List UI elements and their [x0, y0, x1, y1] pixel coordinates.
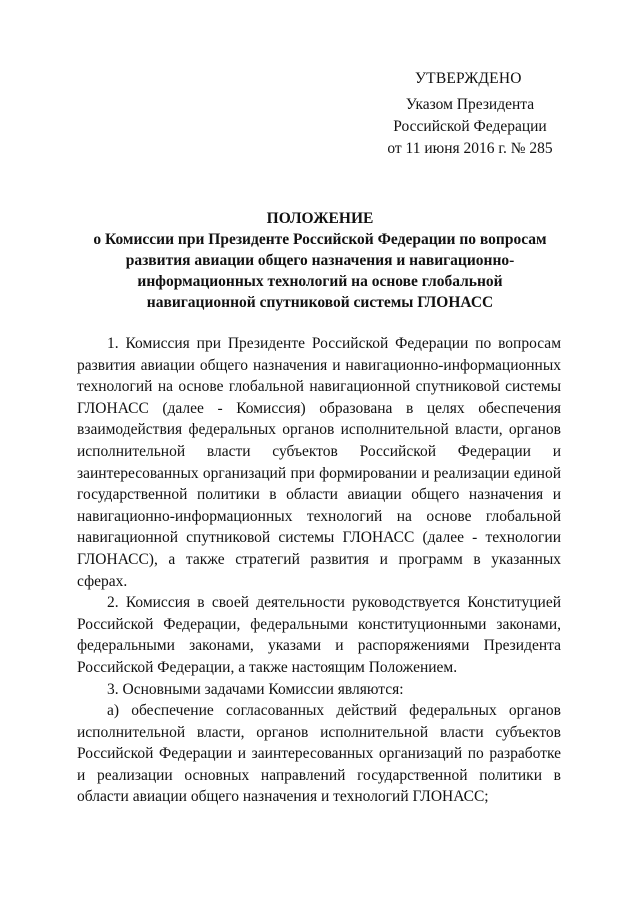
decree-line-2: Российской Федерации	[393, 118, 547, 135]
paragraph-1: 1. Комиссия при Президенте Российской Федерации по вопросам развития авиации общего назначения и навигационно-информационных технологий на основе глобальной навигационной спутниковой системы ГЛОНАСС (далее - Комиссия) образована в целях обеспечения взаимодействия федеральных органов исполнительной власти, органов исполнительной власти субъектов Российской Федерации и заинтересованных организаций при формировании и реализации единой государственной политики в области авиации общего назначения и навигационно-информационных технологий на основе глобальной навигационной спутниковой системы ГЛОНАСС (далее - технологии ГЛОНАСС), а также стратегий развития и программ в указанных сферах.	[77, 335, 561, 590]
title-line-1: о Комиссии при Президенте Российской Федерации по вопросам	[93, 231, 547, 248]
document-title	[72, 208, 568, 313]
document-body	[77, 333, 561, 808]
decree-line-3: от 11 июня 2016 г. № 285	[387, 140, 553, 157]
decree-line-1: Указом Президента	[405, 96, 535, 113]
paragraph-3a: а) обеспечение согласованных действий федеральных органов исполнительной власти, органов исполнительной власти субъектов Российской Федерации и заинтересованных организаций по разработке и реализации основных направлений государственной политики в области авиации общего назначения и технологий ГЛОНАСС;	[77, 702, 561, 806]
title-line-4: навигационной спутниковой системы ГЛОНАСС	[146, 294, 494, 311]
paragraph-3: 3. Основными задачами Комиссии являются:	[107, 680, 404, 698]
approval-stamp	[360, 68, 580, 160]
title-line-3: информационных технологий на основе глобальной	[137, 273, 503, 290]
title-line-2: развития авиации общего назначения и навигационно-	[125, 252, 515, 269]
decree-reference	[360, 94, 580, 160]
title-heading: ПОЛОЖЕНИЕ	[266, 210, 374, 227]
approved-label: УТВЕРЖДЕНО	[415, 70, 522, 87]
paragraph-2: 2. Комиссия в своей деятельности руководствуется Конституцией Российской Федерации, федеральными конституционными законами, федеральными законами, указами и распоряжениями Президента Российской Федерации, а также настоящим Положением.	[77, 594, 561, 676]
